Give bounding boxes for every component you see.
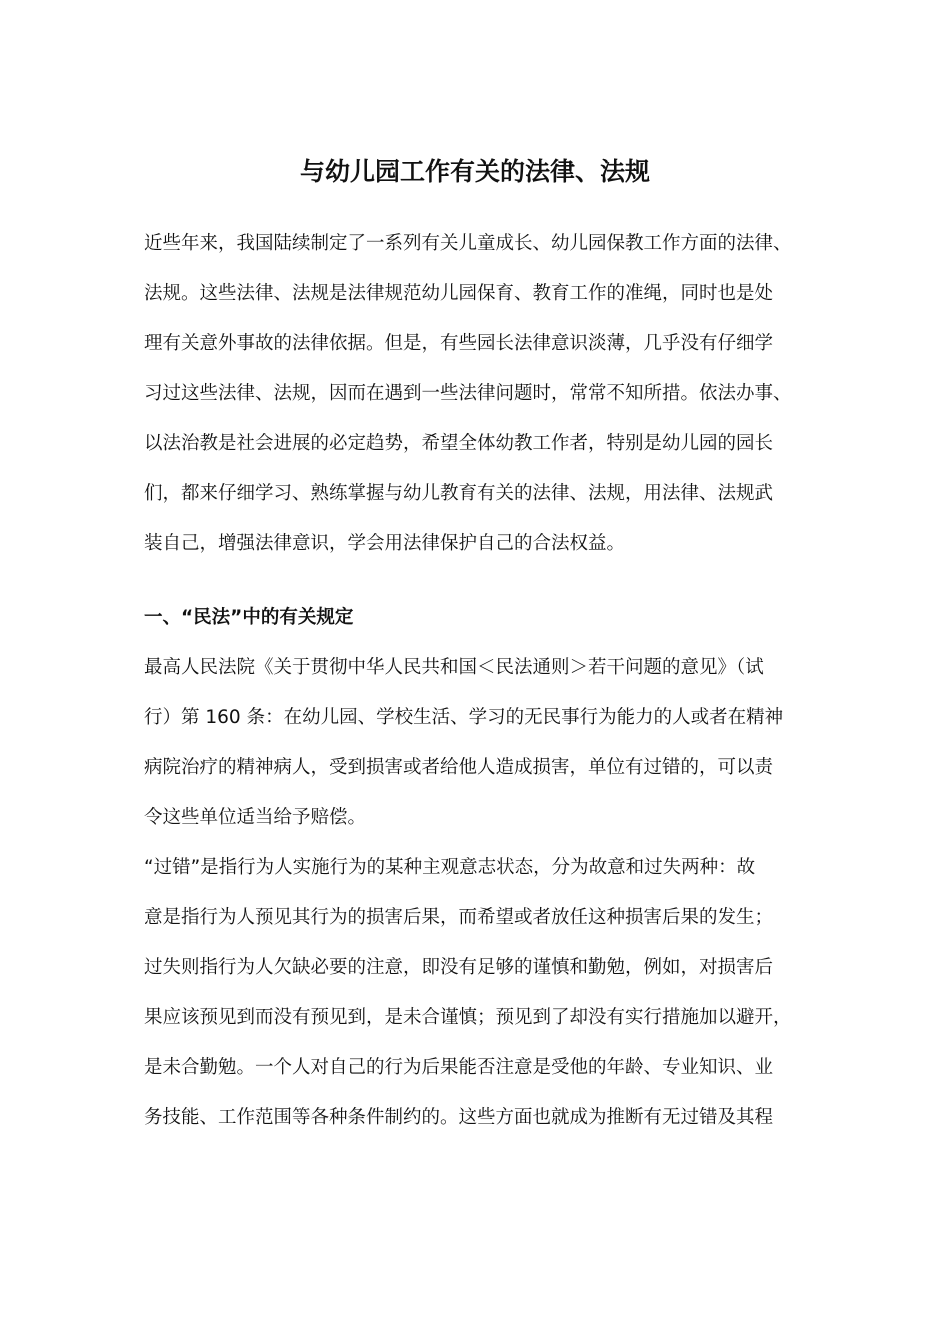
- intro-line-3: 理有关意外事故的法律依据。但是，有些园长法律意识淡薄，几乎没有仔细学: [144, 333, 774, 354]
- section-1-para-2-line-6: 务技能、工作范围等各种条件制约的。这些方面也就成为推断有无过错及其程: [144, 1107, 774, 1128]
- section-1-line-1: 最高人民法院《关于贯彻中华人民共和国＜民法通则＞若干问题的意见》（试: [144, 657, 764, 678]
- section-1-line-4: 令这些单位适当给予赔偿。: [144, 807, 367, 828]
- section-1-line-2: 行）第 160 条：在幼儿园、学校生活、学习的无民事行为能力的人或者在精神: [144, 707, 784, 728]
- section-1-heading: 一、“民法”中的有关规定: [144, 607, 354, 628]
- section-1-para-2-line-5: 是未合勤勉。一个人对自己的行为后果能否注意是受他的年龄、专业知识、业: [144, 1057, 774, 1078]
- intro-line-2: 法规。这些法律、法规是法律规范幼儿园保育、教育工作的准绳，同时也是处: [144, 283, 774, 304]
- section-1-para-2-line-4: 果应该预见到而没有预见到，是未合谨慎；预见到了却没有实行措施加以避开，: [144, 1007, 792, 1028]
- intro-line-7: 装自己，增强法律意识，学会用法律保护自己的合法权益。: [144, 533, 626, 554]
- intro-line-4: 习过这些法律、法规，因而在遇到一些法律问题时，常常不知所措。依法办事、: [144, 383, 792, 404]
- intro-line-1: 近些年来，我国陆续制定了一系列有关儿童成长、幼儿园保教工作方面的法律、: [144, 233, 792, 254]
- intro-line-6: 们，都来仔细学习、熟练掌握与幼儿教育有关的法律、法规，用法律、法规武: [144, 483, 774, 504]
- intro-line-5: 以法治教是社会进展的必定趋势，希望全体幼教工作者，特别是幼儿园的园长: [144, 433, 774, 454]
- document-title: 与幼儿园工作有关的法律、法规: [299, 157, 650, 186]
- section-1-para-2-line-2: 意是指行为人预见其行为的损害后果，而希望或者放任这种损害后果的发生；: [144, 907, 774, 928]
- section-1-line-3: 病院治疗的精神病人，受到损害或者给他人造成损害，单位有过错的，可以责: [144, 757, 774, 778]
- section-1-para-2-line-3: 过失则指行为人欠缺必要的注意，即没有足够的谨慎和勤勉，例如，对损害后: [144, 957, 774, 978]
- section-1-para-2-line-1: “过错”是指行为人实施行为的某种主观意志状态，分为故意和过失两种：故: [144, 857, 756, 878]
